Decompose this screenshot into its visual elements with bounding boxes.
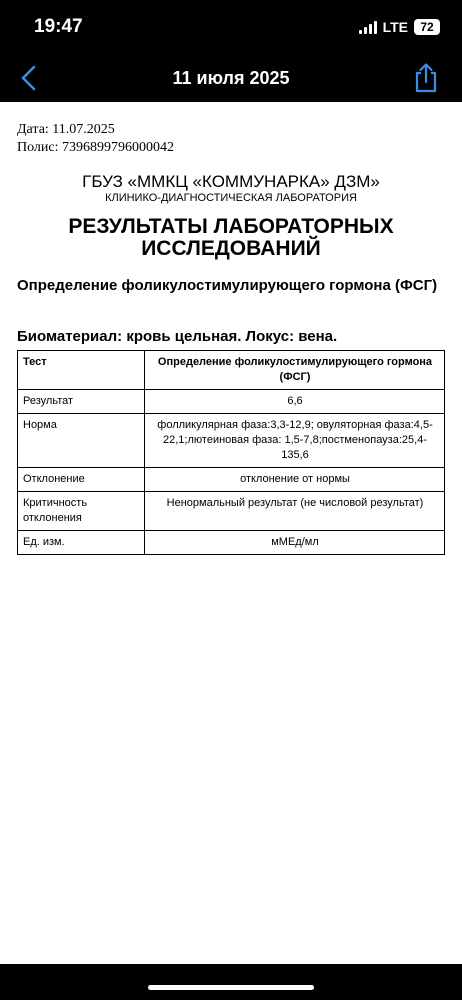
organization-name: ГБУЗ «ММКЦ «КОММУНАРКА» ДЗМ» bbox=[82, 172, 380, 191]
biomaterial-line: Биоматериал: кровь цельная. Локус: вена. bbox=[17, 328, 338, 345]
table-header-cell: Тест bbox=[18, 351, 145, 390]
row-label: Ед. изм. bbox=[18, 531, 145, 555]
table-header-row bbox=[18, 351, 445, 390]
results-table bbox=[17, 350, 445, 555]
row-value: 6,6 bbox=[145, 390, 445, 414]
signal-icon bbox=[359, 21, 377, 34]
row-label: Отклонение bbox=[18, 468, 145, 492]
document-page bbox=[0, 102, 462, 964]
status-time: 19:47 bbox=[34, 16, 83, 37]
policy-line: Полис: 7396899796000042 bbox=[17, 140, 175, 155]
table-row bbox=[18, 414, 445, 468]
test-title: Определение фоликулостимулирующего гормона (ФСГ) bbox=[17, 277, 438, 294]
table-row bbox=[18, 390, 445, 414]
page-title: 11 июля 2025 bbox=[172, 68, 290, 88]
row-value: Ненормальный результат (не числовой результат) bbox=[145, 492, 445, 531]
share-icon[interactable] bbox=[412, 62, 440, 94]
row-label: Результат bbox=[18, 390, 145, 414]
status-bar bbox=[0, 0, 462, 56]
row-label: Норма bbox=[18, 414, 145, 468]
navigation-bar bbox=[0, 56, 462, 102]
table-header-cell: Определение фоликулостимулирующего гормона (ФСГ) bbox=[145, 351, 445, 390]
row-value: фолликулярная фаза:3,3-12,9; овуляторная фаза:4,5-22,1;лютеиновая фаза: 1,5-7,8;постменопауза:25,4-135,6 bbox=[145, 414, 445, 468]
table-row bbox=[18, 492, 445, 531]
row-label: Критичность отклонения bbox=[18, 492, 145, 531]
document-title: РЕЗУЛЬТАТЫ ЛАБОРАТОРНЫХ ИССЛЕДОВАНИЙ bbox=[68, 215, 394, 260]
table-row bbox=[18, 468, 445, 492]
row-value: мМЕд/мл bbox=[145, 531, 445, 555]
date-line: Дата: 11.07.2025 bbox=[17, 122, 115, 137]
row-value: отклонение от нормы bbox=[145, 468, 445, 492]
home-indicator[interactable] bbox=[148, 985, 314, 990]
table-row bbox=[18, 531, 445, 555]
organization-department: КЛИНИКО-ДИАГНОСТИЧЕСКАЯ ЛАБОРАТОРИЯ bbox=[105, 192, 357, 204]
battery-icon: 72 bbox=[414, 19, 440, 35]
status-indicators bbox=[359, 19, 440, 35]
document-meta bbox=[17, 121, 174, 157]
network-type: LTE bbox=[382, 19, 408, 35]
